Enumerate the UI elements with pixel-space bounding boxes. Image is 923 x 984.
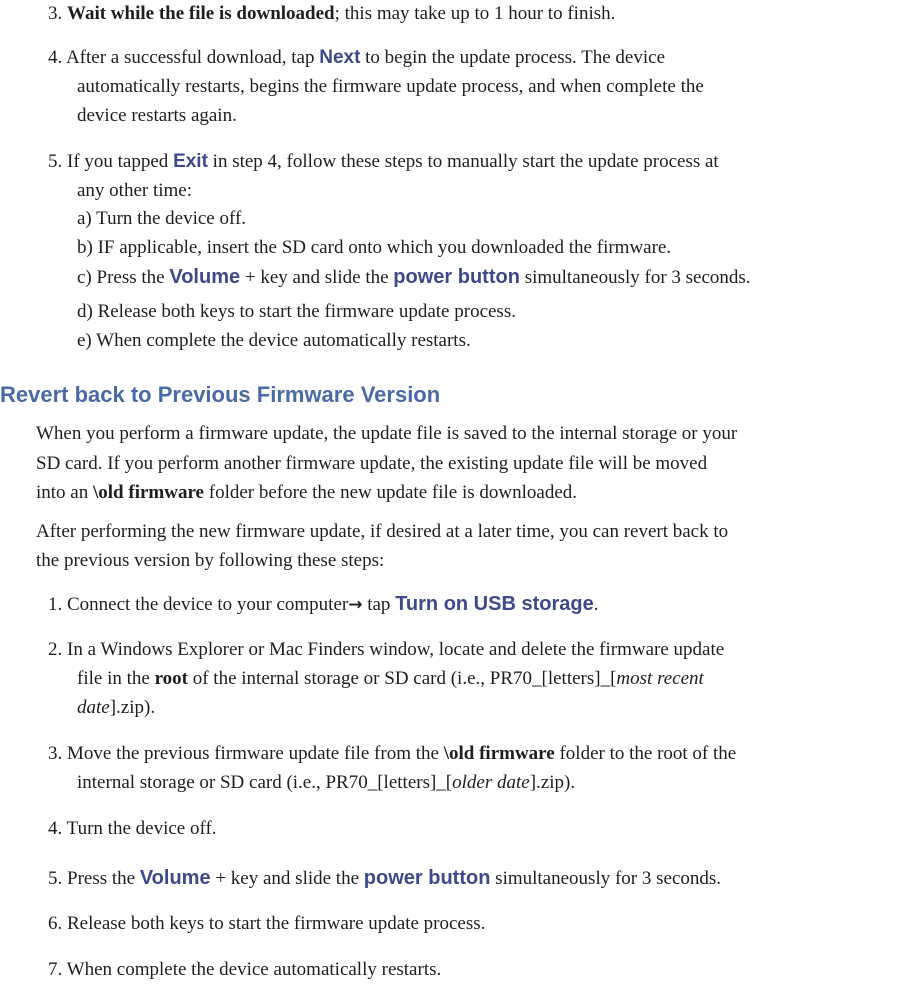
step-text: ; this may take up to 1 hour to finish. (334, 3, 616, 24)
revert-step-3-line-1 (48, 740, 736, 768)
paragraph-2-line-2: the previous version by following these steps: (36, 550, 385, 571)
revert-step-6 (48, 910, 485, 938)
step-text: Connect the device to your computer (67, 594, 349, 615)
step-number: 3. (48, 743, 63, 764)
revert-step-2-line-2 (77, 665, 704, 693)
step-4-line-2: automatically restarts, begins the firmware update process, and when complete the (77, 76, 704, 97)
step-number: 5. (48, 868, 63, 889)
root-bold: root (154, 668, 188, 689)
paragraph-1-line-3 (36, 479, 577, 507)
step-number: 7. (48, 959, 63, 980)
substep-b: b) IF applicable, insert the SD card onto which you downloaded the firmware. (77, 237, 672, 258)
exit-ui-label: Exit (173, 151, 208, 172)
step-4-line-1 (48, 44, 665, 72)
step-text: + key and slide the (210, 868, 364, 889)
step-4-line-3: device restarts again. (77, 105, 237, 126)
revert-step-2-line-1 (48, 636, 724, 664)
old-firmware-folder: \old firmware (443, 743, 555, 764)
substep-c (77, 263, 751, 292)
step-text: in step 4, follow these steps to manually start the update process at (207, 151, 719, 172)
step-number: 2. (48, 639, 63, 660)
substep-e: e) When complete the device automatically restarts. (77, 330, 471, 351)
step-text: file in the (77, 668, 155, 689)
step-text: When complete the device automatically restarts. (66, 959, 442, 980)
volume-ui-label: Volume (139, 867, 211, 889)
paragraph-1-line-1: When you perform a firmware update, the update file is saved to the internal storage or your (36, 423, 738, 444)
step-text: Release both keys to start the firmware update process. (67, 913, 486, 934)
italic-text: date (77, 697, 110, 718)
step-text: After a successful download, tap (65, 47, 320, 68)
revert-step-4 (48, 815, 217, 843)
substep-a: a) Turn the device off. (77, 208, 247, 229)
revert-step-5 (48, 864, 721, 893)
substep-d: d) Release both keys to start the firmware update process. (77, 301, 516, 322)
step-5-line-2: any other time: (77, 180, 193, 201)
step-number: 4. (48, 818, 63, 839)
volume-ui-label: Volume (169, 266, 241, 288)
italic-text: older date (452, 772, 530, 793)
paragraph-text: into an (36, 482, 93, 503)
step-5-line-1 (48, 148, 719, 176)
step-text: ].zip). (529, 772, 576, 793)
step-text: . (593, 594, 599, 615)
step-text: ].zip). (109, 697, 156, 718)
step-number: 3. (48, 3, 63, 24)
step-number: 5. (48, 151, 63, 172)
step-text: In a Windows Explorer or Mac Finders window, locate and delete the firmware update (67, 639, 725, 660)
next-ui-label: Next (319, 47, 361, 68)
power-button-ui-label: power button (363, 867, 491, 889)
step-number: 4. (48, 47, 63, 68)
step-number: 6. (48, 913, 63, 934)
substep-text: c) Press the (77, 267, 170, 288)
step-text: tap (362, 594, 396, 615)
step-3-line (48, 0, 615, 28)
power-button-ui-label: power button (393, 266, 520, 288)
step-bold-text: Wait while the file is downloaded (67, 3, 335, 24)
step-text: folder to the root of the (554, 743, 737, 764)
step-text: Move the previous firmware update file from the (67, 743, 444, 764)
turn-on-usb-storage-ui-label: Turn on USB storage (395, 593, 594, 615)
step-text: to begin the update process. The device (360, 47, 666, 68)
step-text: simultaneously for 3 seconds. (490, 868, 722, 889)
paragraph-text: folder before the new update file is downloaded. (204, 482, 578, 503)
italic-text: most recent (616, 668, 704, 689)
paragraph-1-line-2: SD card. If you perform another firmware update, the existing update file will be moved (36, 453, 708, 474)
paragraph-2-line-1: After performing the new firmware update, if desired at a later time, you can revert back to (36, 521, 729, 542)
arrow-right-icon: → (348, 595, 363, 615)
revert-step-1 (48, 590, 598, 619)
step-number: 1. (48, 594, 63, 615)
revert-step-7 (48, 956, 441, 984)
substep-text: simultaneously for 3 seconds. (519, 267, 751, 288)
substep-text: + key and slide the (240, 267, 394, 288)
step-text: of the internal storage or SD card (i.e., PR70_[letters]_[ (187, 668, 617, 689)
revert-step-2-line-3 (77, 694, 155, 722)
step-text: Press the (67, 868, 140, 889)
step-text: If you tapped (67, 151, 174, 172)
step-text: Turn the device off. (66, 818, 217, 839)
section-heading: Revert back to Previous Firmware Version (0, 382, 441, 407)
old-firmware-folder: \old firmware (93, 482, 204, 503)
step-text: internal storage or SD card (i.e., PR70_[letters]_[ (77, 772, 453, 793)
revert-step-3-line-2 (77, 769, 575, 797)
